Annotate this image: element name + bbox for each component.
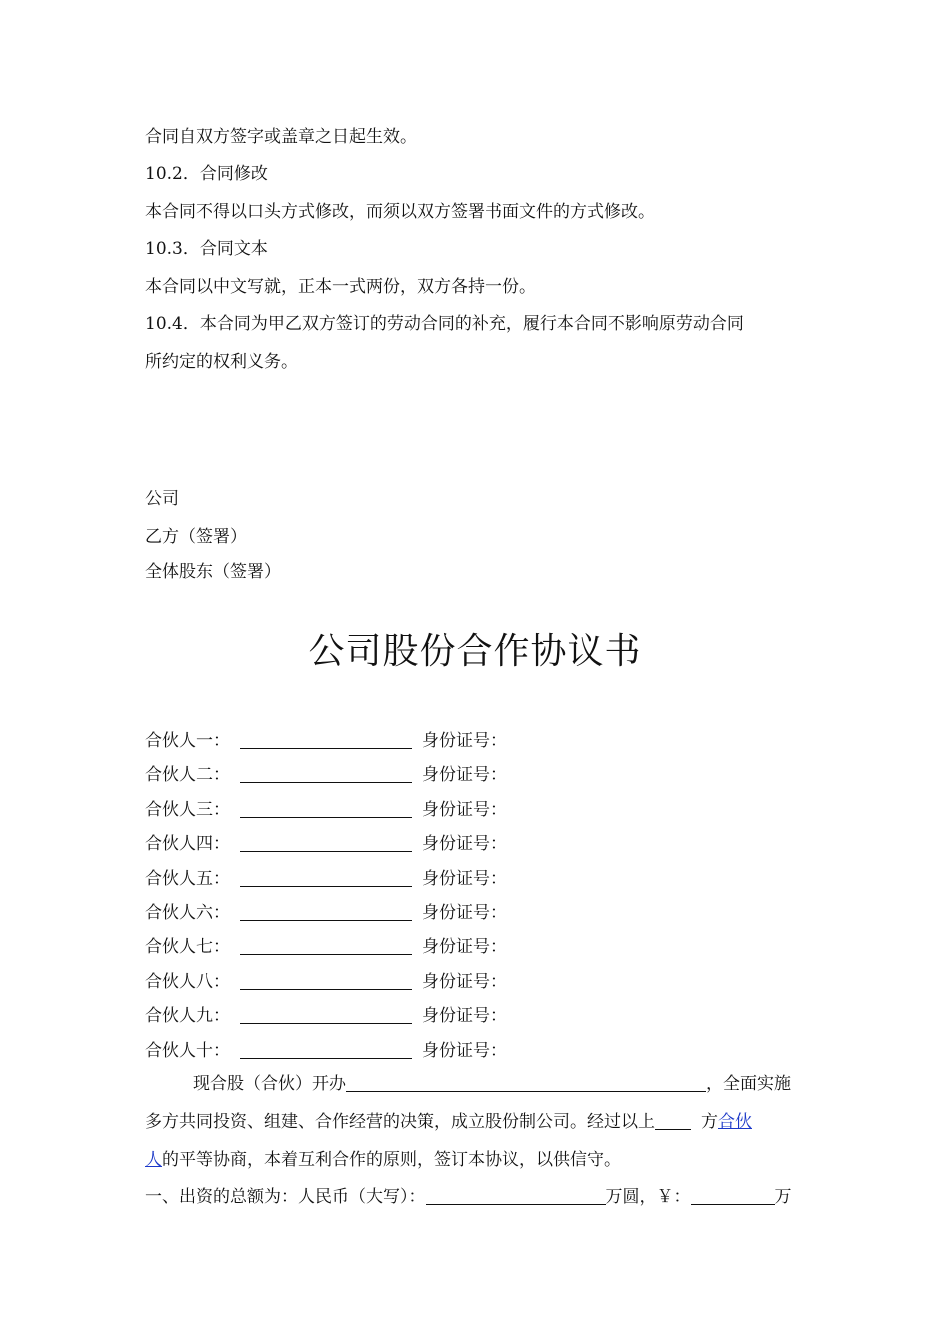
partner-label: 合伙人一： <box>145 731 230 751</box>
partner-name-blank[interactable] <box>240 1041 412 1059</box>
paragraph-text: 本合同以中文写就，正本一式两份，双方各持一份。 <box>145 277 536 297</box>
partner-row <box>145 902 507 924</box>
intro-line-3 <box>145 1149 621 1171</box>
intro-line2-start: 多方共同投资、组建、合作经营的决策，成立股份制公司。经过以上 <box>145 1112 655 1132</box>
intro-line3-rest: 的平等协商，本着互利合作的原则，签订本协议，以供信守。 <box>162 1150 621 1170</box>
intro-line-2 <box>145 1111 752 1133</box>
signature-party-b: 乙方（签署） <box>145 527 247 547</box>
signature-company: 公司 <box>145 489 179 509</box>
partner-id-label: 身份证号： <box>422 1041 507 1061</box>
intro-end: ，全面实施 <box>706 1074 791 1094</box>
partner-row <box>145 1040 507 1062</box>
document-title: 公司股份合作协议书 <box>308 631 642 672</box>
section-1-capital <box>145 1186 792 1208</box>
partner-row <box>145 936 507 958</box>
partner-link[interactable]: 合伙 <box>718 1112 752 1132</box>
capital-amount-blank[interactable] <box>691 1187 775 1205</box>
partner-id-label: 身份证号： <box>422 834 507 854</box>
paragraph-modification: 本合同不得以口头方式修改，而须以双方签署书面文件的方式修改。 <box>145 202 655 222</box>
partner-label: 合伙人十： <box>145 1041 230 1061</box>
partner-row <box>145 1005 507 1027</box>
partner-name-blank[interactable] <box>240 1006 412 1024</box>
intro-line2-mid: 方 <box>701 1112 718 1132</box>
partner-row <box>145 764 507 786</box>
capital-label: 一、出资的总额为：人民币（大写）： <box>145 1187 426 1207</box>
partner-name-blank[interactable] <box>240 903 412 921</box>
partner-link-cont[interactable]: 人 <box>145 1150 162 1170</box>
signature-shareholders: 全体股东（签署） <box>145 562 281 582</box>
partner-name-blank[interactable] <box>240 869 412 887</box>
partner-name-blank[interactable] <box>240 972 412 990</box>
partner-label: 合伙人六： <box>145 903 230 923</box>
company-name-blank[interactable] <box>346 1074 706 1092</box>
partner-label: 合伙人九： <box>145 1006 230 1026</box>
partner-id-label: 身份证号： <box>422 731 507 751</box>
partner-row <box>145 730 507 752</box>
partner-row <box>145 971 507 993</box>
partner-id-label: 身份证号： <box>422 937 507 957</box>
partner-name-blank[interactable] <box>240 834 412 852</box>
partner-label: 合伙人二： <box>145 765 230 785</box>
capital-unit-1: 万圆，￥： <box>605 1187 691 1207</box>
partner-id-label: 身份证号： <box>422 869 507 889</box>
paragraph-10-4-cont: 所约定的权利义务。 <box>145 352 298 372</box>
partner-id-label: 身份证号： <box>422 800 507 820</box>
partner-label: 合伙人五： <box>145 869 230 889</box>
heading-10-2: 10.2．合同修改 <box>145 164 268 184</box>
partner-id-label: 身份证号： <box>422 1006 507 1026</box>
capital-words-blank[interactable] <box>426 1187 606 1205</box>
partner-id-label: 身份证号： <box>422 972 507 992</box>
partner-row <box>145 833 507 855</box>
partner-row <box>145 799 507 821</box>
intro-start: 现合股（合伙）开办 <box>193 1074 346 1094</box>
partner-id-label: 身份证号： <box>422 903 507 923</box>
party-count-blank[interactable] <box>655 1112 691 1130</box>
partner-name-blank[interactable] <box>240 765 412 783</box>
partner-label: 合伙人三： <box>145 800 230 820</box>
partner-row <box>145 868 507 890</box>
partner-name-blank[interactable] <box>240 937 412 955</box>
partner-label: 合伙人七： <box>145 937 230 957</box>
partner-label: 合伙人八： <box>145 972 230 992</box>
intro-line-1 <box>193 1073 791 1095</box>
capital-unit-2: 万 <box>774 1187 792 1207</box>
partner-name-blank[interactable] <box>240 731 412 749</box>
partner-label: 合伙人四： <box>145 834 230 854</box>
heading-10-3: 10.3．合同文本 <box>145 239 268 259</box>
paragraph-effective: 合同自双方签字或盖章之日起生效。 <box>145 127 417 147</box>
partner-name-blank[interactable] <box>240 800 412 818</box>
partner-id-label: 身份证号： <box>422 765 507 785</box>
paragraph-10-4: 10.4．本合同为甲乙双方签订的劳动合同的补充，履行本合同不影响原劳动合同 <box>145 314 744 334</box>
